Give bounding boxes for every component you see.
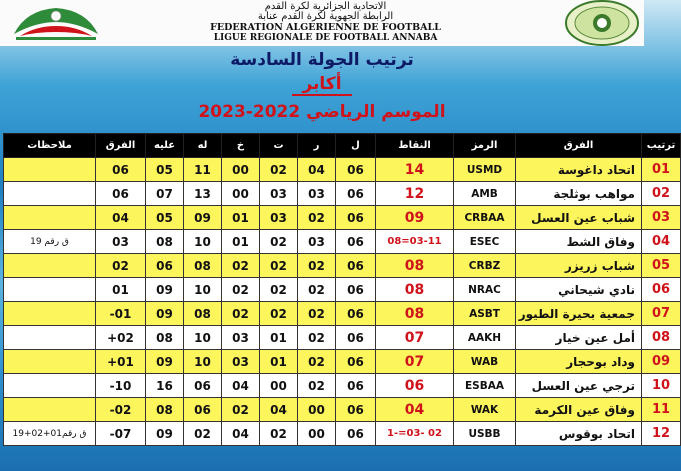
note-cell (4, 326, 96, 350)
won-cell: 02 (298, 254, 336, 278)
league-logo-icon (540, 0, 644, 46)
goals-for-cell: 10 (184, 278, 222, 302)
code-cell: NRAC (454, 278, 516, 302)
lost-cell: 03 (222, 350, 260, 374)
header-arabic-line-2: الرابطة الجهوية لكرة القدم عنابة (257, 11, 394, 22)
rank-cell: 05 (642, 254, 681, 278)
goals-for-cell: 06 (184, 398, 222, 422)
points-cell: 08 (376, 254, 454, 278)
rank-cell: 12 (642, 422, 681, 446)
note-cell (4, 182, 96, 206)
col-goal-diff: الفرق (96, 134, 146, 158)
note-cell (4, 206, 96, 230)
won-cell: 02 (298, 302, 336, 326)
goals-against-cell: 07 (146, 182, 184, 206)
note-cell: ق رقم 19 (4, 230, 96, 254)
drawn-cell: 02 (260, 158, 298, 182)
drawn-cell: 01 (260, 326, 298, 350)
goals-for-cell: 06 (184, 374, 222, 398)
goals-against-cell: 09 (146, 350, 184, 374)
lost-cell: 03 (222, 326, 260, 350)
code-cell: ESEC (454, 230, 516, 254)
team-cell: أمل عين خيار (516, 326, 642, 350)
col-played: ل (336, 134, 376, 158)
rank-cell: 03 (642, 206, 681, 230)
played-cell: 06 (336, 206, 376, 230)
goals-for-cell: 13 (184, 182, 222, 206)
col-rank: ترتيب (642, 134, 681, 158)
table-row (4, 302, 681, 326)
points-cell: 08 (376, 278, 454, 302)
table-row (4, 158, 681, 182)
points-cell: 08 (376, 302, 454, 326)
goal-diff-cell: -02 (96, 398, 146, 422)
category-title (0, 74, 644, 94)
table-row (4, 182, 681, 206)
won-cell: 02 (298, 374, 336, 398)
played-cell: 06 (336, 326, 376, 350)
lost-cell: 04 (222, 374, 260, 398)
rank-cell: 10 (642, 374, 681, 398)
code-cell: AMB (454, 182, 516, 206)
team-cell: اتحاد داغوسة (516, 158, 642, 182)
table-row (4, 422, 681, 446)
header-banner (0, 0, 644, 46)
note-cell (4, 302, 96, 326)
goals-against-cell: 09 (146, 302, 184, 326)
won-cell: 03 (298, 182, 336, 206)
goal-diff-cell: -01 (96, 302, 146, 326)
lost-cell: 00 (222, 182, 260, 206)
goal-diff-cell: 03 (96, 230, 146, 254)
points-cell: 06 (376, 374, 454, 398)
goals-for-cell: 11 (184, 158, 222, 182)
col-lost: خ (222, 134, 260, 158)
code-cell: USMD (454, 158, 516, 182)
lost-cell: 00 (222, 158, 260, 182)
note-cell (4, 254, 96, 278)
points-cell: 08=03-11 (376, 230, 454, 254)
team-cell: شباب عين العسل (516, 206, 642, 230)
played-cell: 06 (336, 182, 376, 206)
team-cell: شباب زريزر (516, 254, 642, 278)
table-row (4, 254, 681, 278)
code-cell: CRBAA (454, 206, 516, 230)
goals-for-cell: 02 (184, 422, 222, 446)
played-cell: 06 (336, 278, 376, 302)
header-french-line-1: FEDERATION ALGERIENNE DE FOOTBALL (210, 22, 441, 33)
code-cell: USBB (454, 422, 516, 446)
points-cell: 1-=03- 02 (376, 422, 454, 446)
goals-against-cell: 05 (146, 158, 184, 182)
played-cell: 06 (336, 422, 376, 446)
table-row (4, 350, 681, 374)
won-cell: 02 (298, 350, 336, 374)
team-cell: نادي شيحاني (516, 278, 642, 302)
col-notes: ملاحظات (4, 134, 96, 158)
goals-for-cell: 09 (184, 206, 222, 230)
goals-against-cell: 05 (146, 206, 184, 230)
points-cell: 12 (376, 182, 454, 206)
round-title: ترتيب الجولة السادسة (230, 50, 414, 70)
won-cell: 04 (298, 158, 336, 182)
won-cell: 02 (298, 206, 336, 230)
drawn-cell: 02 (260, 302, 298, 326)
note-cell (4, 158, 96, 182)
played-cell: 06 (336, 350, 376, 374)
rank-cell: 08 (642, 326, 681, 350)
goals-for-cell: 08 (184, 254, 222, 278)
played-cell: 06 (336, 374, 376, 398)
goals-against-cell: 06 (146, 254, 184, 278)
table-row (4, 374, 681, 398)
goals-for-cell: 10 (184, 230, 222, 254)
won-cell: 03 (298, 230, 336, 254)
rank-cell: 02 (642, 182, 681, 206)
goal-diff-cell: 06 (96, 182, 146, 206)
goals-against-cell: 16 (146, 374, 184, 398)
points-cell: 09 (376, 206, 454, 230)
drawn-cell: 02 (260, 254, 298, 278)
federation-logo-icon (6, 4, 106, 42)
col-team: الفرق (516, 134, 642, 158)
header-french-line-2: LIGUE REGIONALE DE FOOTBALL ANNABA (213, 33, 438, 43)
drawn-cell: 04 (260, 398, 298, 422)
points-cell: 14 (376, 158, 454, 182)
code-cell: WAK (454, 398, 516, 422)
table-row (4, 230, 681, 254)
col-goals-for: له (184, 134, 222, 158)
title-area (0, 46, 644, 132)
header-arabic-line-1: الاتحادية الجزائرية لكرة القدم (264, 1, 387, 12)
points-cell: 07 (376, 350, 454, 374)
rank-cell: 06 (642, 278, 681, 302)
goals-for-cell: 10 (184, 350, 222, 374)
team-cell: وداد بوحجار (516, 350, 642, 374)
drawn-cell: 01 (260, 350, 298, 374)
lost-cell: 04 (222, 422, 260, 446)
drawn-cell: 03 (260, 182, 298, 206)
played-cell: 06 (336, 158, 376, 182)
col-won: ر (298, 134, 336, 158)
note-cell: ق رقم01+02+19 (4, 422, 96, 446)
goal-diff-cell: -10 (96, 374, 146, 398)
lost-cell: 02 (222, 302, 260, 326)
col-points: النقاط (376, 134, 454, 158)
drawn-cell: 02 (260, 278, 298, 302)
standings-table (3, 133, 681, 446)
lost-cell: 02 (222, 254, 260, 278)
table-header-row (4, 134, 681, 158)
rank-cell: 09 (642, 350, 681, 374)
lost-cell: 01 (222, 206, 260, 230)
table-row (4, 326, 681, 350)
team-cell: وفاق الشط (516, 230, 642, 254)
played-cell: 06 (336, 302, 376, 326)
team-cell: ترجي عين العسل (516, 374, 642, 398)
goal-diff-cell: 02 (96, 254, 146, 278)
drawn-cell: 00 (260, 374, 298, 398)
code-cell: ESBAA (454, 374, 516, 398)
goals-against-cell: 08 (146, 230, 184, 254)
col-goals-against: عليه (146, 134, 184, 158)
team-cell: وفاق عين الكرمة (516, 398, 642, 422)
won-cell: 00 (298, 398, 336, 422)
goal-diff-cell: 04 (96, 206, 146, 230)
code-cell: WAB (454, 350, 516, 374)
played-cell: 06 (336, 398, 376, 422)
table-row (4, 206, 681, 230)
played-cell: 06 (336, 230, 376, 254)
goal-diff-cell: +02 (96, 326, 146, 350)
team-cell: مواهب بوثلجة (516, 182, 642, 206)
drawn-cell: 02 (260, 422, 298, 446)
goals-against-cell: 09 (146, 422, 184, 446)
goals-against-cell: 08 (146, 398, 184, 422)
note-cell (4, 350, 96, 374)
rank-cell: 07 (642, 302, 681, 326)
goal-diff-cell: 01 (96, 278, 146, 302)
lost-cell: 01 (222, 230, 260, 254)
category-label: أكابر (292, 74, 351, 96)
points-cell: 07 (376, 326, 454, 350)
rank-cell: 01 (642, 158, 681, 182)
played-cell: 06 (336, 254, 376, 278)
drawn-cell: 03 (260, 206, 298, 230)
lost-cell: 02 (222, 398, 260, 422)
note-cell (4, 278, 96, 302)
season-title: الموسم الرياضي 2022-2023 (198, 102, 446, 122)
note-cell (4, 374, 96, 398)
team-cell: جمعية بحيرة الطيور (516, 302, 642, 326)
rank-cell: 04 (642, 230, 681, 254)
code-cell: ASBT (454, 302, 516, 326)
table-row (4, 278, 681, 302)
goal-diff-cell: 06 (96, 158, 146, 182)
note-cell (4, 398, 96, 422)
won-cell: 02 (298, 278, 336, 302)
won-cell: 02 (298, 326, 336, 350)
drawn-cell: 02 (260, 230, 298, 254)
rank-cell: 11 (642, 398, 681, 422)
goals-for-cell: 10 (184, 326, 222, 350)
lost-cell: 02 (222, 278, 260, 302)
team-cell: اتحاد بوقوس (516, 422, 642, 446)
table-row (4, 398, 681, 422)
code-cell: CRBZ (454, 254, 516, 278)
goal-diff-cell: -07 (96, 422, 146, 446)
col-code: الرمز (454, 134, 516, 158)
won-cell: 00 (298, 422, 336, 446)
goals-against-cell: 08 (146, 326, 184, 350)
goals-for-cell: 08 (184, 302, 222, 326)
points-cell: 04 (376, 398, 454, 422)
goals-against-cell: 09 (146, 278, 184, 302)
code-cell: AAKH (454, 326, 516, 350)
col-drawn: ت (260, 134, 298, 158)
goal-diff-cell: +01 (96, 350, 146, 374)
